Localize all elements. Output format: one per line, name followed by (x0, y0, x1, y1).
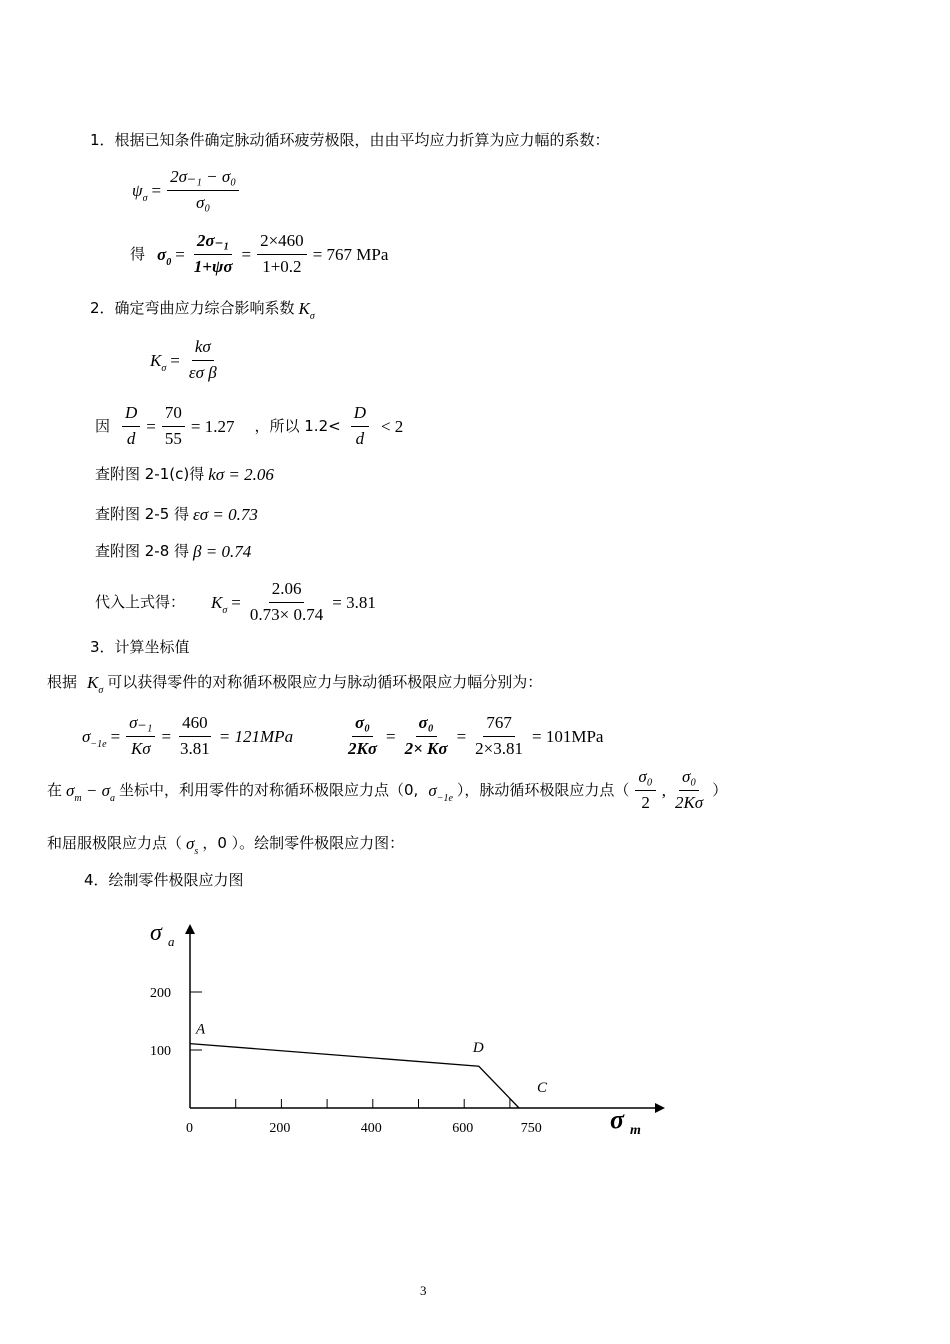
s0k-fraction-2 (402, 714, 451, 758)
dd-ratio-line (95, 404, 403, 448)
page-number: 3 (420, 1283, 427, 1298)
d-lower: d (355, 428, 365, 448)
lt-two: < 2 (380, 416, 404, 436)
zai-end: ），脉动循环极限应力点（ (456, 780, 630, 799)
equals-sign: = (241, 244, 252, 264)
lookup-3 (95, 543, 251, 560)
pt-den-2: 2Kσ (674, 792, 704, 812)
lookup-3-value: β = 0.74 (193, 542, 252, 561)
x-tick-label: 400 (360, 1121, 382, 1136)
sigma0-num-1: 2σ₋₁ (194, 232, 233, 255)
equals-sign: = (151, 180, 162, 200)
section-2-heading-row (90, 299, 315, 322)
sigma0-k-formula (343, 714, 603, 758)
yin-label: 因 (95, 416, 111, 435)
lookup-2 (95, 506, 258, 523)
sigma0-result: = 767 MPa (312, 244, 389, 264)
psi-formula (132, 168, 241, 212)
section-4-heading: 4．绘制零件极限应力图 (84, 871, 244, 889)
axes (150, 920, 665, 1138)
point-labels (195, 1022, 548, 1096)
pt-fraction-2 (672, 768, 706, 812)
suoyi-label: ，所以 1.2< (254, 416, 341, 435)
s0k-fraction-3 (472, 714, 526, 758)
comma: , (661, 780, 666, 800)
d-upper: D (122, 404, 140, 427)
sigma-m-minus-sigma-a: $\sigma_m - \sigma_a$ (66, 780, 115, 804)
x-axis-label: σ (610, 1105, 625, 1134)
sigma-1e-symbol: $\sigma_{-1e}$ (428, 780, 453, 804)
s1e-num-1: σ₋₁ (126, 714, 155, 737)
d-upper: D (351, 404, 369, 427)
sigma0-den-1: 1+ψσ (193, 256, 233, 276)
dairu-label: 代入上式得： (95, 592, 186, 611)
series-group (190, 1044, 519, 1108)
dd-denominator: 55 (164, 428, 182, 448)
d-over-d-2 (351, 404, 369, 448)
point-label-C: C (537, 1080, 548, 1096)
k-sigma-symbol: $K_\sigma$ (211, 592, 228, 616)
x-axis-label-sub: m (630, 1123, 641, 1138)
y-axis-label: σ (150, 920, 162, 946)
sigma0-fraction-2 (257, 232, 307, 276)
close-paren: ） (712, 780, 728, 799)
lookup-3-label: 查附图 2-8 得 (95, 542, 190, 560)
genju-text: 可以获得零件的对称循环极限应力与脉动循环极限应力幅分别为： (107, 673, 543, 691)
lookup-2-label: 查附图 2-5 得 (95, 505, 190, 523)
s0k-den-2: 2× Kσ (404, 738, 448, 758)
equals-sign: = (231, 592, 241, 612)
sigma0-fraction-1 (191, 232, 236, 276)
x-tick-label: 200 (269, 1121, 291, 1136)
s0k-result: = 101MPa (532, 726, 604, 746)
s1e-den-1: Kσ (130, 738, 151, 758)
psi-denominator: σ₀ (195, 192, 211, 212)
dd-numerator: 70 (162, 404, 185, 427)
pt-num-2: σ₀ (679, 768, 699, 791)
lookup-1-value: kσ = 2.06 (208, 465, 274, 484)
x-tick-label: 750 (520, 1121, 542, 1136)
equals-sign: = (146, 416, 156, 436)
psi-numerator: 2σ₋₁ − σ₀ (167, 168, 239, 191)
psi-fraction (167, 168, 239, 212)
section-1-heading: 1．根据已知条件确定脉动循环疲劳极限，由由平均应力折算为应力幅的系数： (90, 131, 610, 149)
s0k-den-1: 2Kσ (348, 738, 378, 758)
s1e-result: = 121MPa (218, 726, 294, 746)
lookup-2-value: εσ = 0.73 (193, 505, 258, 524)
equals-sign: = (175, 244, 185, 264)
s0k-num-1: σ₀ (352, 714, 373, 737)
sigma0-symbol: $\sigma_0$ (157, 244, 172, 268)
he-label: 和屈服极限应力点（ (47, 834, 183, 852)
equals-sign: = (110, 726, 121, 746)
k-substitution (95, 580, 376, 624)
s1e-num-2: 460 (179, 714, 211, 737)
zai-middle: 坐标中，利用零件的对称循环极限应力点（0, (119, 780, 419, 799)
s1e-fraction-2 (177, 714, 213, 758)
y-tick-label: 100 (150, 1044, 171, 1059)
s0k-den-3: 2×3.81 (475, 738, 523, 758)
sigma0-num-2: 2×460 (257, 232, 307, 255)
s1e-fraction-1 (126, 714, 155, 758)
equals-sign: = (170, 350, 180, 370)
sigma-1e-symbol: $\sigma_{-1e}$ (82, 726, 107, 750)
k-fraction (186, 338, 220, 382)
x-tick-label: 0 (186, 1121, 193, 1136)
s1e-den-2: 3.81 (180, 738, 210, 758)
k-sigma-symbol: $K_\sigma$ (298, 299, 315, 322)
section-2-heading: 2．确定弯曲应力综合影响系数 (90, 299, 295, 317)
x-ticks (186, 1099, 542, 1136)
dd-fraction (162, 404, 185, 448)
lookup-1 (95, 466, 274, 483)
point-label-A: A (196, 1021, 206, 1038)
dd-result: = 1.27 (190, 416, 235, 436)
y-axis-label-sub: a (168, 934, 175, 949)
k-formula (150, 338, 222, 382)
s0k-num-2: σ₀ (416, 714, 437, 737)
pt-num-1: σ₀ (635, 768, 655, 791)
s0k-num-3: 767 (483, 714, 515, 737)
sigma0-formula (130, 232, 388, 276)
k-sigma-symbol: $K_\sigma$ (150, 350, 167, 374)
he-end: ，0 ）。绘制零件极限应力图： (202, 834, 405, 852)
k-result-num: 2.06 (269, 580, 305, 603)
sigma0-den-2: 1+0.2 (262, 256, 302, 276)
pt-fraction-1 (635, 768, 655, 812)
pt-den-1: 2 (641, 792, 650, 812)
x-axis-arrow (655, 1103, 665, 1113)
yield-point-line (47, 834, 405, 857)
k-denominator: εσ β (188, 362, 217, 382)
y-tick-label: 200 (150, 986, 171, 1001)
d-lower: d (126, 428, 136, 448)
point-label-D: D (472, 1040, 484, 1057)
x-tick-label: 600 (452, 1121, 474, 1136)
section-3-heading: 3．计算坐标值 (90, 638, 190, 656)
de-label: 得 (130, 244, 146, 263)
equals-sign: = (456, 726, 467, 746)
d-over-d (122, 404, 140, 448)
coordinate-line (47, 768, 727, 812)
equals-sign: = (161, 726, 172, 746)
zai-label: 在 (47, 780, 63, 799)
y-ticks (150, 986, 202, 1059)
k-result-value: = 3.81 (332, 592, 376, 612)
genju-label: 根据 (47, 673, 78, 691)
sigma-1e-formula (82, 714, 293, 758)
k-numerator: kσ (192, 338, 214, 361)
genju-line (47, 673, 543, 696)
k-result-den: 0.73× 0.74 (249, 604, 324, 624)
psi-symbol: $\psi_\sigma$ (132, 180, 148, 204)
k-sigma-symbol: $K_\sigma$ (87, 673, 104, 696)
s0k-fraction-1 (345, 714, 380, 758)
limit-stress-diagram (130, 910, 690, 1160)
limit-stress-line (190, 1044, 519, 1108)
k-result-fraction (247, 580, 326, 624)
sigma-s-symbol: $\sigma_s$ (186, 834, 199, 857)
y-axis-arrow (185, 924, 195, 934)
equals-sign: = (386, 726, 396, 746)
lookup-1-label: 查附图 2-1(c)得 (95, 465, 205, 483)
